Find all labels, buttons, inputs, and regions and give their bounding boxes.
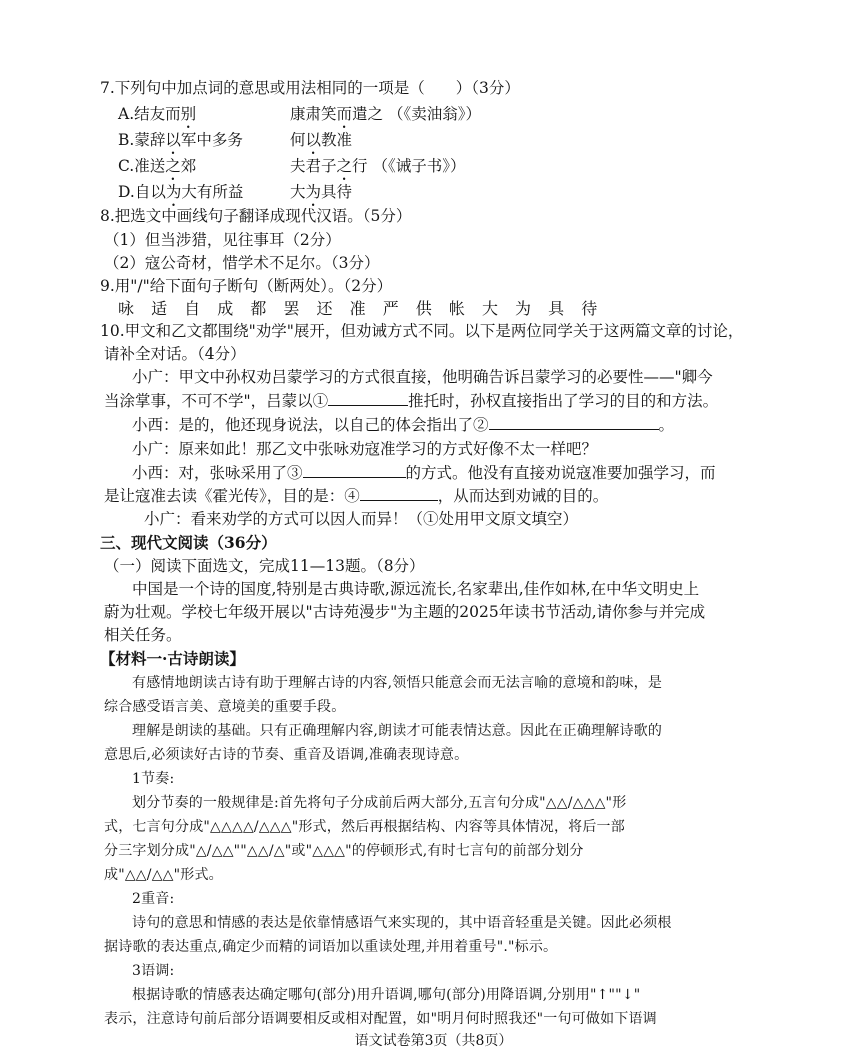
material-line: 据诗歌的表达重点,确定少而精的词语加以重读处理,并用着重号"."标示。 <box>104 939 558 955</box>
subheading-rhythm: 1节奏: <box>132 771 175 787</box>
blank-number: ③ <box>287 464 303 482</box>
exam-page: 7.下列句中加点词的意思或用法相同的一项是（ ）（3分） A.结友而别 康肃笑而遣之 （《卖油翁》） B.蒙辞以军中多务 何以教准 C.准送之郊 夫君子之行 （《诫子书》） D.自以为大有所益 大为具待 8.把选文中画线句子翻译成现代汉语。（5分） （1）但当涉猎，见往事耳（2分） （2）寇公奇材，惜学术不足尔。（3分） 9.用"/"给下面句子断句（断两处）。（2分） 咏 适 自 成 都 罢 还 准 严 供 帐 大 为 具 待 10.甲文和乙文都围绕"劝学"展开，但劝诫方式不同。以下是两位同学关于这两篇文章的讨论， 请补全对话。（4分） 小广：甲文中孙权劝吕蒙学习的方式很直接，他明确告诉吕蒙学习的必要性——"卿今 当涂掌事，不可不学"，吕蒙以① 推托时，孙权直接指出了学习的目的和方法。 小西：是的，他还现身说法，以自己的体会指出了② 。 小广：原来如此！那乙文中张咏劝寇准学习的方式好像不太一样吧？ 小西：对，张咏采用了③ 的方式。他没有直接劝说寇准要加强学习，而 是让寇准去读《霍光传》，目的是：④ ，从而达到劝诫的目的。 小广：看来劝学的方式可以因人而异！（①处用甲文原文填空） 三、现代文阅读（36分） （一）阅读下面选文，完成11—13题。（8分） 中国是一个诗的国度,特别是古典诗歌,源远流长,名家辈出,佳作如林,在中华文明史上 蔚为壮观。学校七年级开展以"古诗苑漫步"为主题的2025年读书节活动,请你参与并完成 相关任务。 【材料一·古诗朗读】 有感情地朗读古诗有助于理解古诗的内容,领悟只能意会而无法言喻的意境和韵味，是 综合感受语言美、意境美的重要手段。 理解是朗读的基础。只有正确理解内容,朗读才可能表情达意。因此在正确理解诗歌的 意思后,必须读好古诗的节奏、重音及语调,准确表现诗意。 1节奏: 划分节奏的一般规律是:首先将句子分成前后两大部分,五言句分成"△△/△△△"形 式，七言句分成"△△△△/△△△"形式，然后再根据结构、内容等具体情况，将后一部 分三字划分成"△/△△""△△/△"或"△△△"的停顿形式,有时七言句的前部分划分 成"△△/△△"形式。 2重音: 诗句的意思和情感的表达是依靠情感语气来实现的，其中语音轻重是关键。因此必须根 据诗歌的表达重点,确定少而精的词语加以重读处理,并用着重号"."标示。 3语调: 根据诗歌的情感表达确定哪句(部分)用升语调,哪句(部分)用降语调,分别用"↑""↓" 表示，注意诗句前后部分语调要相反或相对配置，如"明月何时照我还"一句可做如下语调 语文试卷第3页（共8页） <box>0 0 867 1050</box>
material-line: 分三字划分成"△/△△""△△/△"或"△△△"的停顿形式,有时七言句的前部分划分 <box>104 843 584 859</box>
q8-item-2: （2）寇公奇材，惜学术不足尔。（3分） <box>104 254 380 272</box>
material-line: 表示，注意诗句前后部分语调要相反或相对配置，如"明月何时照我还"一句可做如下语调 <box>104 1011 657 1027</box>
dotted-word: 之 <box>165 157 181 175</box>
material-line: 根据诗歌的情感表达确定哪句(部分)用升语调,哪句(部分)用降语调,分别用"↑""↓" <box>132 987 641 1003</box>
q9-sentence: 咏 适 自 成 都 罢 还 准 严 供 帐 大 为 具 待 <box>118 299 604 318</box>
option-label: C. <box>118 157 135 175</box>
dialogue-line-5: 小西：对，张咏采用了③ 的方式。他没有直接劝说寇准要加强学习，而 <box>132 464 716 482</box>
blank-number: ④ <box>344 487 360 505</box>
material-line: 划分节奏的一般规律是:首先将句子分成前后两大部分,五言句分成"△△/△△△"形 <box>132 795 627 811</box>
material-title: 【材料一·古诗朗读】 <box>100 649 245 668</box>
q9-stem: 9.用"/"给下面句子断句（断两处）。（2分） <box>100 277 393 295</box>
dotted-word: 之 <box>336 157 353 175</box>
material-line: 诗句的意思和情感的表达是依靠情感语气来实现的，其中语音轻重是关键。因此必须根 <box>132 915 672 931</box>
dialogue-line-6: 是让寇准去读《霍光传》，目的是：④ ，从而达到劝诫的目的。 <box>104 487 609 505</box>
page-footer: 语文试卷第3页（共8页） <box>354 1033 513 1049</box>
q7-stem: 7.下列句中加点词的意思或用法相同的一项是（ ）（3分） <box>100 79 520 97</box>
subheading-stress: 2重音: <box>132 891 175 907</box>
dotted-word: 别 <box>180 105 197 123</box>
answer-blank-2[interactable] <box>489 414 659 430</box>
answer-blank-3[interactable] <box>303 462 406 478</box>
q8-stem: 8.把选文中画线句子翻译成现代汉语。（5分） <box>100 207 412 225</box>
material-line: 有感情地朗读古诗有助于理解古诗的内容,领悟只能意会而无法言喻的意境和韵味，是 <box>132 675 663 691</box>
material-line: 成"△△/△△"形式。 <box>104 867 223 883</box>
q8-item-1: （1）但当涉猎，见往事耳（2分） <box>104 231 341 249</box>
intro-line-2: 蔚为壮观。学校七年级开展以"古诗苑漫步"为主题的2025年读书节活动,请你参与并完成 <box>104 603 706 621</box>
dotted-word: 而 <box>336 105 353 123</box>
answer-blank-1[interactable] <box>328 390 408 406</box>
material-line: 综合感受语言美、意境美的重要手段。 <box>104 699 346 715</box>
blank-number: ② <box>473 416 489 434</box>
dotted-word: 为 <box>165 183 182 201</box>
intro-line-1: 中国是一个诗的国度,特别是古典诗歌,源远流长,名家辈出,佳作如林,在中华文明史上 <box>132 580 700 598</box>
material-line: 意思后,必须读好古诗的节奏、重音及语调,准确表现诗意。 <box>104 747 469 763</box>
option-label: A. <box>118 105 135 123</box>
option-label: B. <box>118 131 135 149</box>
dialogue-line-1: 小广：甲文中孙权劝吕蒙学习的方式很直接，他明确告诉吕蒙学习的必要性——"卿今 <box>132 368 713 386</box>
dotted-word: 以 <box>165 131 181 149</box>
intro-line-3: 相关任务。 <box>104 626 182 644</box>
q10-stem-line-1: 10.甲文和乙文都围绕"劝学"展开，但劝诫方式不同。以下是两位同学关于这两篇文章的讨论， <box>100 322 744 340</box>
section-title: 三、现代文阅读（36分） <box>100 533 277 552</box>
answer-blank-4[interactable] <box>360 485 438 501</box>
material-line: 理解是朗读的基础。只有正确理解内容,朗读才可能表情达意。因此在正确理解诗歌的 <box>132 723 663 739</box>
dialogue-line-4: 小广：原来如此！那乙文中张咏劝寇准学习的方式好像不太一样吧？ <box>132 440 598 458</box>
section-subtitle: （一）阅读下面选文，完成11—13题。（8分） <box>104 557 425 575</box>
dotted-word: 为 <box>305 183 322 201</box>
material-line: 式，七言句分成"△△△△/△△△"形式，然后再根据结构、内容等具体情况，将后一部 <box>104 819 625 835</box>
dialogue-line-3: 小西：是的，他还现身说法，以自己的体会指出了② 。 <box>132 416 675 434</box>
blank-number: ① <box>312 392 329 410</box>
subheading-intonation: 3语调: <box>132 963 175 979</box>
dotted-word: 以 <box>305 131 322 149</box>
option-label: D. <box>118 183 135 201</box>
dialogue-line-2: 当涂掌事，不可不学"，吕蒙以① 推托时，孙权直接指出了学习的目的和方法。 <box>104 392 719 410</box>
q10-stem-line-2: 请补全对话。（4分） <box>104 345 246 363</box>
dialogue-line-7: 小广：看来劝学的方式可以因人而异！（①处用甲文原文填空） <box>144 510 579 528</box>
